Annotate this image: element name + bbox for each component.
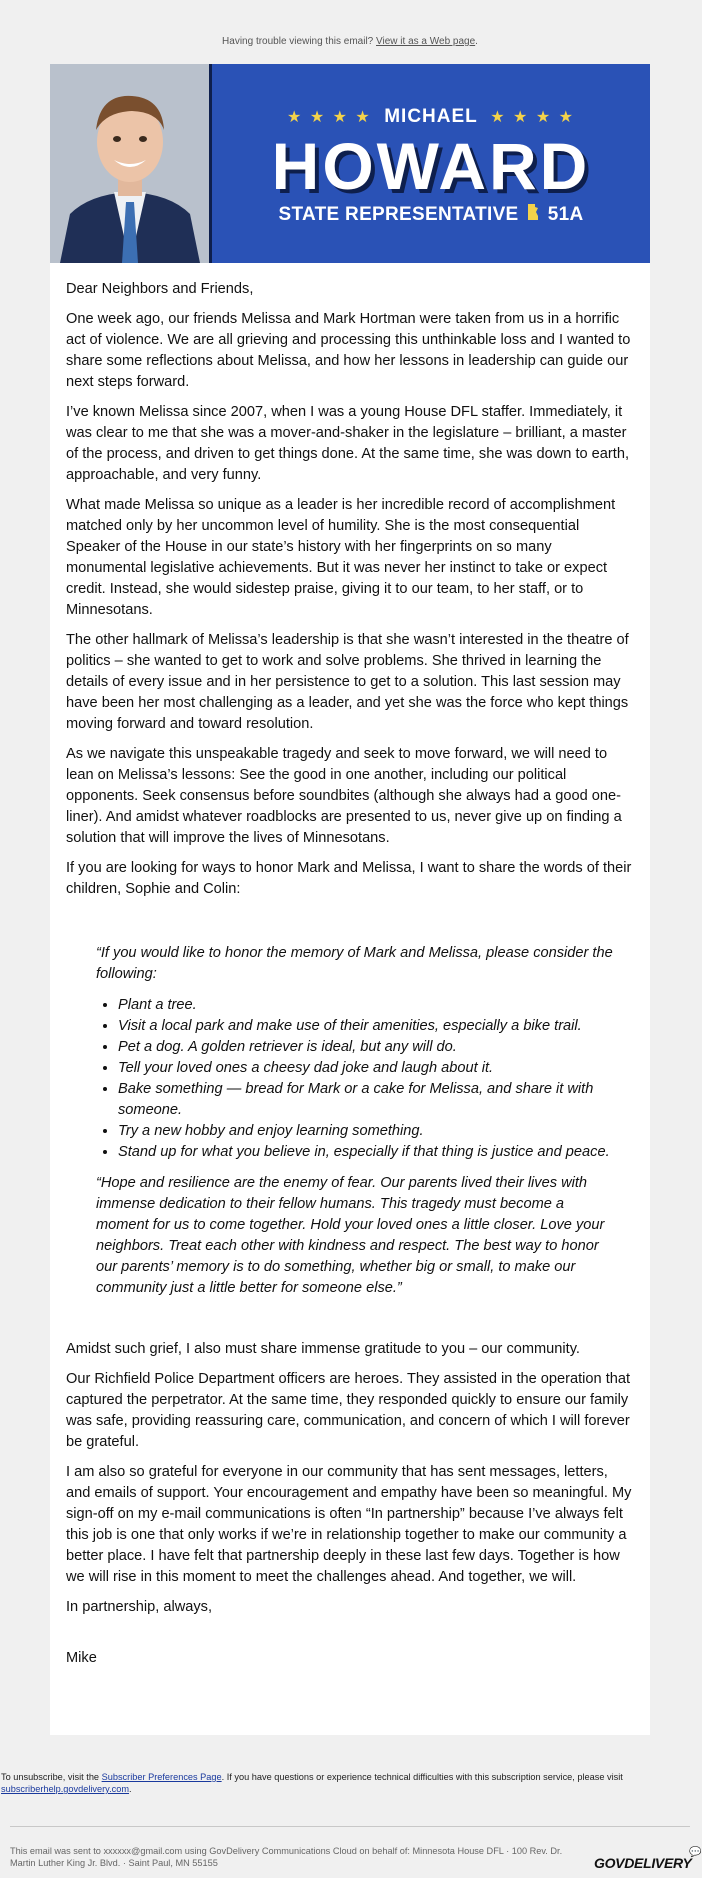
list-item: • Pet a dog. A golden retriever is ideal, but any will do. xyxy=(118,1037,620,1058)
name-star-row xyxy=(212,106,650,128)
first-name: MICHAEL xyxy=(384,106,478,127)
paragraph-9: I am also so grateful for everyone in our community that has sent messages, letters, and emails of support. Your encouragement and empathy have been so meaningful. My sign-off on my e-mail communications is often “In partnership” because I’ve always felt this job is one that only works if we’re in relationship together to make our community a better place. I have felt that partnership deeply in these last few days. Together is how we will rise in this moment to meet the challenges ahead. And together, we will. xyxy=(66,1464,632,1585)
view-web-note: Having trouble viewing this email? View it as a Web page. xyxy=(222,36,478,47)
sent-to-notice: This email was sent to xxxxxx@gmail.com using GovDelivery Communications Cloud on behalf of: Minnesota House DFL · 100 Rev. Dr. Martin Luther King Jr. Blvd. · Saint Paul, MN 55155 xyxy=(10,1846,563,1868)
letter-body xyxy=(50,263,650,1669)
paragraph-7: Amidst such grief, I also must share immense gratitude to you – our community. xyxy=(66,1341,580,1357)
subscriber-preferences-link[interactable]: Subscriber Preferences Page xyxy=(101,1772,222,1782)
paragraph-8: Our Richfield Police Department officers are heroes. They assisted in the operation that captured the perpetrator. At the same time, they responded quickly to ensure our family was safe, providing reassuring care, communication, and concern of which I will forever be grateful. xyxy=(66,1371,631,1450)
paragraph-2: I’ve known Melissa since 2007, when I was a young House DFL staffer. Immediately, it was clear to me that she was a mover-and-shaker in the legislature – brilliant, a master of the process, and driven to get things done. At the same time, she was down to earth, approachable, and very funny. xyxy=(66,404,629,483)
quote-intro: “If you would like to honor the memory of Mark and Melissa, please consider the following: xyxy=(96,945,613,982)
subscriber-help-link[interactable]: subscriberhelp.govdelivery.com xyxy=(1,1784,130,1794)
list-item: • Stand up for what you believe in, especially if that thing is justice and peace. xyxy=(118,1142,620,1163)
header-banner xyxy=(50,64,650,263)
view-web-page-link[interactable]: View it as a Web page xyxy=(376,36,476,47)
paragraph-5: As we navigate this unspeakable tragedy and seek to move forward, we will need to lean on Melissa’s lessons: See the good in one another, including our political opponents. Seek consensus before soundbites (although she always had a good one-liner). And amidst whatever roadblocks are presented to us, never give up on finding a solution that will improve the lives of Minnesotans. xyxy=(66,746,622,846)
salutation: Dear Neighbors and Friends, xyxy=(66,281,254,297)
star-icon: ★ xyxy=(535,109,553,126)
star-icon: ★ xyxy=(332,109,349,126)
list-item: • Visit a local park and make use of their amenities, especially a bike trail. xyxy=(118,1016,620,1037)
paragraph-1: One week ago, our friends Melissa and Mark Hortman were taken from us in a horrific act of violence. We are all grieving and processing this unthinkable loss and I wanted to share some reflections about Melissa, and how her lessons in leadership can guide our next steps forward. xyxy=(66,311,631,390)
honor-list xyxy=(96,995,620,1163)
star-icon: ★ xyxy=(513,109,530,126)
list-item: • Bake something — bread for Mark or a cake for Melissa, and share it with someone. xyxy=(118,1079,620,1121)
paragraph-6: If you are looking for ways to honor Mark and Melissa, I want to share the words of their children, Sophie and Colin: xyxy=(66,860,632,897)
star-icon: ★ xyxy=(558,109,575,126)
paragraph-3: What made Melissa so unique as a leader is her incredible record of accomplishment matched only by her uncommon level of humility. She is the most consequential Speaker of the House in our state’s history with her fingerprints on so many monumental legislative achievements. But it was never her instinct to take or expect credit. Instead, she would sidestep praise, giving it to our team, to her staff, or to Minnesotans. xyxy=(66,497,616,618)
email-card xyxy=(50,64,650,1735)
unsubscribe-notice: To unsubscribe, visit the Subscriber Preferences Page. If you have questions or experience technical difficulties with this subscription service, please visit subscriberhelp.govdelivery.com. xyxy=(1,1772,623,1794)
list-item: • Plant a tree. xyxy=(118,995,620,1016)
quote-outro: “Hope and resilience are the enemy of fear. Our parents lived their lives with immense dedication to their fellow humans. This tragedy must become a moment for us to come together. Hold your loved ones a little closer. Love your neighbors. Treat each other with kindness and respect. The best way to honor our parents’ memory is to do something, whether big or small, to make our community just a little better for someone else.” xyxy=(96,1175,605,1296)
star-icon: ★ xyxy=(355,109,372,126)
govdelivery-logo-text: GOVDELIVERY xyxy=(594,1855,692,1871)
speech-bubble-icon: 💬 xyxy=(689,1847,702,1858)
children-quote xyxy=(66,909,634,1339)
signature: Mike xyxy=(66,1650,97,1666)
paragraph-4: The other hallmark of Melissa’s leadership is that she wasn’t interested in the theatre of politics – she wanted to get to work and solve problems. She thrived in learning the details of every issue and in her persistence to get to a solution. This last session may have been her most challenging as a leader, and yet she was the force who kept things moving forward and toward resolution. xyxy=(66,632,629,732)
star-icon: ★ xyxy=(309,109,327,126)
closing: In partnership, always, xyxy=(66,1599,213,1615)
footer-divider xyxy=(10,1826,690,1827)
trouble-viewing-text: Having trouble viewing this email? xyxy=(222,36,374,47)
office-title-text: STATE REPRESENTATIVE xyxy=(278,204,519,225)
list-item: • Tell your loved ones a cheesy dad joke and laugh about it. xyxy=(118,1058,620,1079)
candidate-photo xyxy=(50,64,209,263)
last-name: HOWARD xyxy=(271,129,591,203)
list-item: • Try a new hobby and enjoy learning something. xyxy=(118,1121,620,1142)
star-icon: ★ xyxy=(287,109,304,126)
office-title xyxy=(212,204,650,226)
minnesota-state-icon xyxy=(527,204,539,226)
district-number: 51A xyxy=(547,204,584,225)
govdelivery-logo xyxy=(594,1847,702,1871)
star-icon: ★ xyxy=(490,109,507,126)
